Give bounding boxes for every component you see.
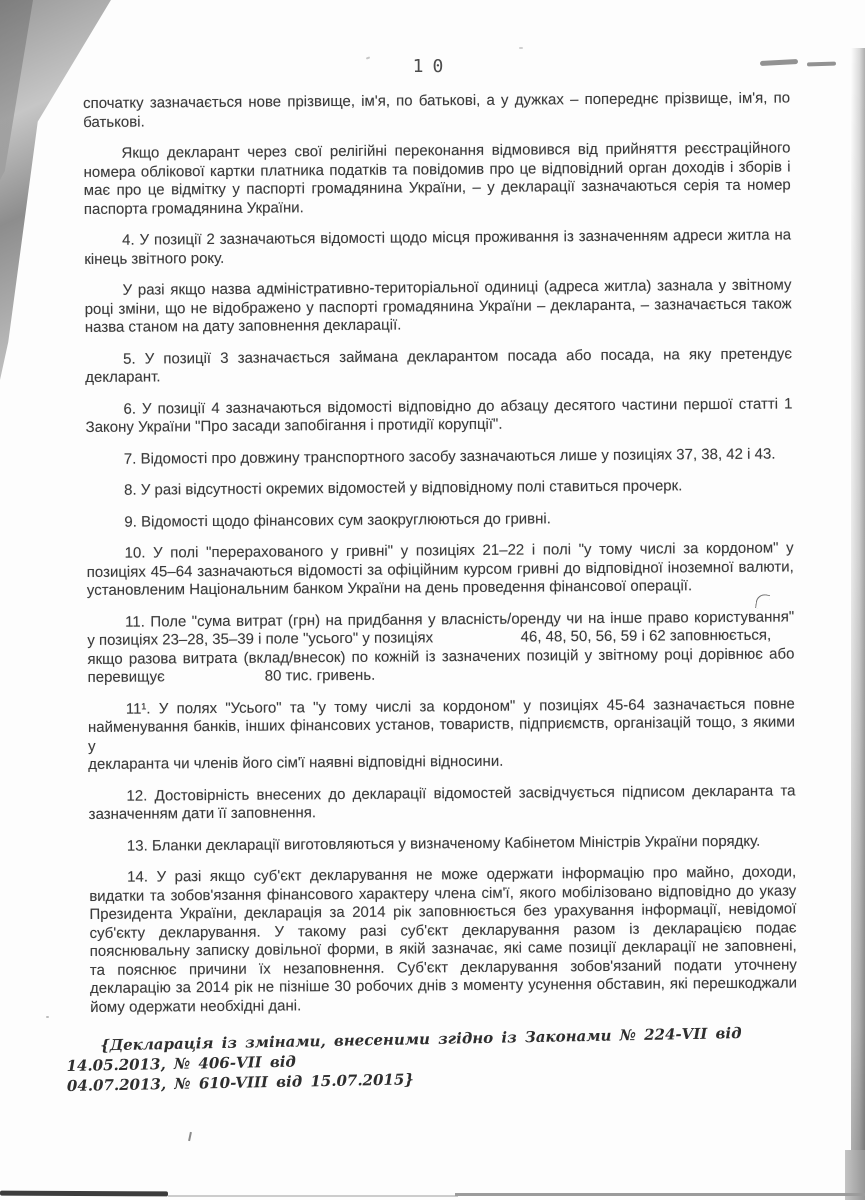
paragraph <box>88 695 796 775</box>
paragraph <box>87 608 795 688</box>
text-line: зазначенням дати її заповнення. <box>88 804 317 823</box>
text-line: декларанта чи членів його сім'ї наявні відповідні відносини. <box>88 752 504 773</box>
amendment-note <box>66 1021 827 1096</box>
paragraph <box>87 539 794 600</box>
text-line: У разі якщо назва адміністративно-територіальної одиниці (адреса житла) зазнала у звітному <box>122 276 792 299</box>
pen-mark <box>188 1132 192 1141</box>
paragraph <box>83 89 790 132</box>
text-line: найменування банків, інших фінансових установ, товариств, підприємств, організацій тощо, з якими у <box>87 713 796 755</box>
bottom-scan-line <box>168 1195 458 1197</box>
footer-line: 04.07.2013, № 610-VIII від 15.07.2015} <box>66 1070 415 1095</box>
paragraph <box>89 832 796 856</box>
text-line: пояснювальну записку довільної форми, в якій зазначає, які саме позиції декларації не заповнені, <box>89 937 797 960</box>
bottom-scan-line <box>455 1193 865 1196</box>
text-line: кінець звітного року. <box>84 249 225 268</box>
text-line: та пояснює причини їх незаповнення. Суб'єкт декларування зобов'язаний подати уточнену <box>89 955 797 979</box>
scan-speck <box>46 1016 49 1018</box>
text-line: якщо разова витрата (вклад/внесок) по кожній із зазначених позицій у звітному році дорівнює або <box>87 644 795 668</box>
text-line: перевищує 80 тис. гривень. <box>87 666 376 686</box>
text-line: має про це відмітку у паспорті громадянина України, – у декларації зазначаються серія та номер <box>83 176 791 199</box>
text-line: позиціях 45–64 зазначаються відомості за офіційним курсом гривні до відповідної іноземної валюти, <box>86 557 794 581</box>
text-line: 12. Достовірність внесених до декларації відомостей засвідчується підписом декларанта та <box>126 781 796 805</box>
text-line: 6. У позиції 4 зазначаються відомості відповідно до абзацу десятого частини першої статті 1 <box>123 394 793 418</box>
text-line: 5. У позиції 3 зазначається займана декларантом посада або посада, на яку претендує <box>123 344 793 368</box>
paragraph <box>86 508 793 532</box>
text-line: паспорта громадянина України. <box>83 198 304 218</box>
text-line: 10. У полі "перерахованого у гривні" у позиціях 21–22 і полі "у тому числі за кордоном" у <box>124 539 794 562</box>
text-line: Президента України, декларація за 2014 рік заповнюється без урахування інформації, невідомої <box>89 900 797 923</box>
scan-speck <box>519 47 523 49</box>
text-line: році зміни, що не відображено у паспорті громадянина України – декларанта, – зазначається також <box>84 294 792 318</box>
text-line: Якщо декларант через свої релігійні переконання відмовився від прийняття реєстраційного <box>121 139 791 162</box>
paragraph <box>89 863 797 1017</box>
text-line: 4. У позиції 2 зазначаються відомості щодо місця проживання із зазначенням адреси житла на <box>122 226 792 249</box>
text-line: Закону України "Про засади запобігання і протидії корупції". <box>85 415 503 436</box>
text-line: видатки та зобов'язання фінансового характеру члена сім'ї, якого мобілізовано відповідно до указу <box>89 881 797 905</box>
text-line: номера облікової картки платника податків та повідомив про це відповідний орган доходів і зборів і <box>83 157 791 181</box>
page-number: 10 <box>412 56 453 77</box>
text-line: 9. Відомості щодо фінансових сум заокруглюються до гривні. <box>124 509 551 531</box>
paragraph <box>84 276 791 337</box>
text-line: 7. Відомості про довжину транспортного засобу зазначаються лише у позиціях 37, 38, 42 і 43. <box>123 445 776 468</box>
text-line: у позиціях 23–28, 35–39 і поле "усього" у позиціях 46, 48, 50, 56, 59 і 62 заповнюється, <box>87 626 772 649</box>
text-line: 11¹. У полях "Усього" та "у тому числі за кордоном" у позиціях 45-64 зазначається повне <box>125 694 795 718</box>
paragraph <box>84 226 791 269</box>
text-line: назва станом на дату заповнення декларації. <box>84 316 402 336</box>
text-line: 8. У разі відсутності окремих відомостей у відповідному полі ставиться прочерк. <box>124 477 683 499</box>
paragraph <box>85 395 792 438</box>
text-line: батькові. <box>83 113 145 131</box>
paragraph <box>85 345 792 388</box>
document-text <box>83 89 797 1030</box>
text-line: 11. Поле "сума витрат (грн) на придбання у власність/оренду чи на інше право користування" <box>125 607 795 631</box>
footer-line: {Декларація із змінами, внесеними згідно із Законами № 224-VII від 14.05.2013, № 406-VII від <box>66 1024 742 1075</box>
text-line: декларант. <box>85 368 161 386</box>
text-line: декларацію за 2014 рік не пізніше 30 робочих днів з моменту усунення обставин, які перешкоджали <box>89 974 798 997</box>
text-line: установленим Національним банком України на день проведення фінансової операції. <box>86 577 693 599</box>
paragraph <box>86 445 793 469</box>
page-edge-shadow <box>851 48 865 1200</box>
paragraph <box>86 476 793 500</box>
text-line: 14. У разі якщо суб'єкт декларування не може одержати інформацію про майно, доходи, <box>127 863 797 886</box>
text-line: суб'єкту декларування. У такому разі суб'єкт декларування разом із декларацією подає <box>89 918 797 942</box>
paragraph <box>88 782 795 825</box>
paragraph <box>83 139 791 219</box>
bottom-scan-line <box>0 1191 168 1197</box>
text-line: спочатку зазначається нове прізвище, ім'я, по батькові, а у дужках – попереднє прізвище, ім'я, по <box>83 89 791 112</box>
text-line: 13. Бланки декларації виготовляються у визначеному Кабінетом Міністрів України порядку. <box>126 832 761 855</box>
text-line: йому одержати необхідні дані. <box>90 996 302 1016</box>
